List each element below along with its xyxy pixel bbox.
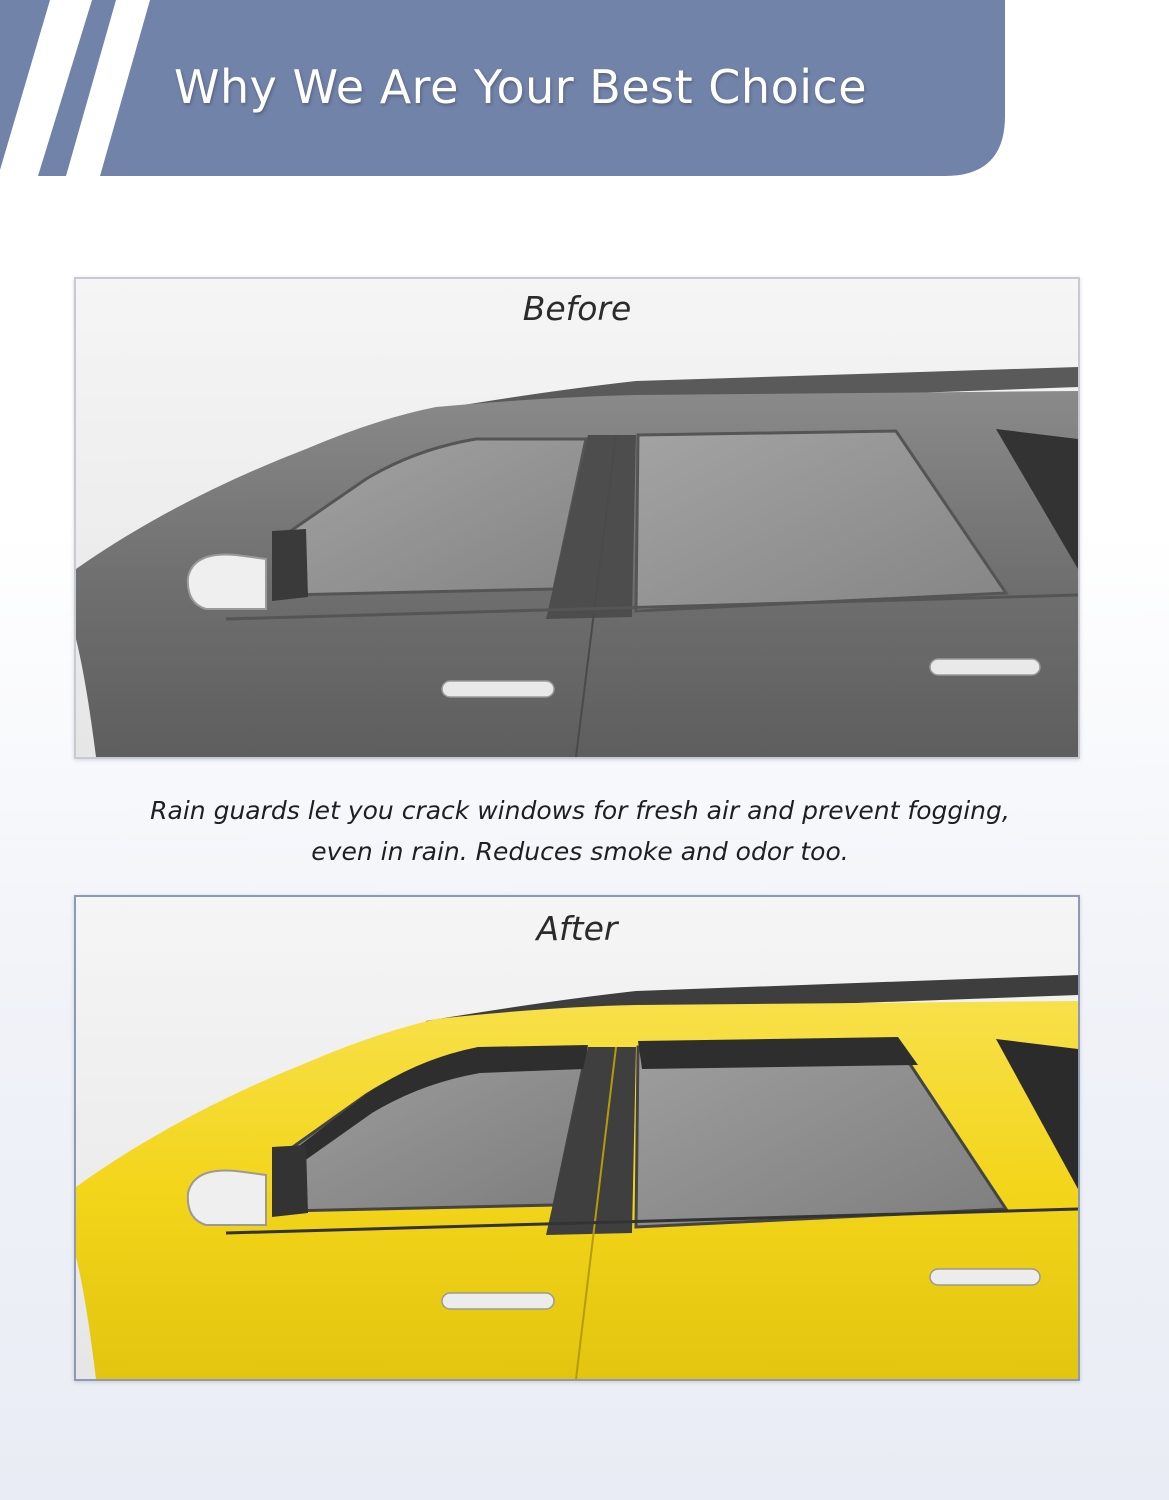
caption-line: Rain guards let you crack windows for fresh air and prevent fogging,: [150, 796, 1010, 825]
after-image-panel: [74, 895, 1080, 1381]
before-image-panel: [74, 277, 1080, 759]
header-banner: [0, 0, 1010, 176]
caption-line: even in rain. Reduces smoke and odor too.: [311, 837, 849, 866]
car-before-illustration: [76, 279, 1078, 757]
car-after-illustration: [76, 897, 1078, 1379]
after-label: After: [536, 909, 618, 948]
before-label: Before: [522, 289, 632, 328]
page-title: Why We Are Your Best Choice: [174, 60, 868, 114]
benefit-caption: [60, 790, 1100, 872]
